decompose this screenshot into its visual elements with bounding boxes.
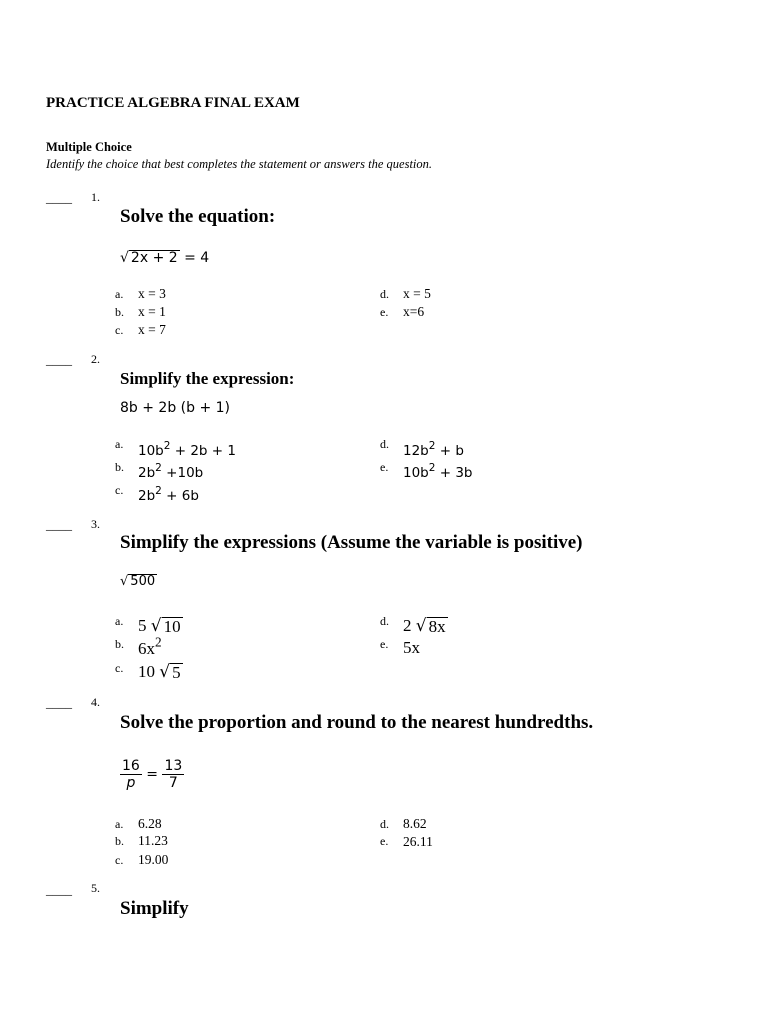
choice-text[interactable]: 8.62 — [403, 816, 427, 831]
choice-letter: c. — [115, 661, 124, 675]
choice-text[interactable]: $10b^2 + 2b + 1$ — [138, 440, 236, 459]
choice-letter: d. — [380, 437, 389, 451]
choice-letter: e. — [380, 637, 389, 651]
instructions: Identify the choice that best completes the statement or answers the question. — [46, 157, 433, 171]
choice-text[interactable]: $2b^2 + 6b$ — [138, 485, 199, 504]
question-expression: 8b + 2b (b + 1) — [120, 400, 231, 416]
choice-text[interactable]: x=6 — [403, 304, 425, 319]
choice-letter: b. — [115, 460, 124, 474]
answer-blank[interactable]: ____ — [46, 352, 72, 367]
answer-blank[interactable]: ____ — [46, 882, 72, 897]
choice-text[interactable]: $10b^2 + 3b$ — [403, 462, 473, 481]
question-number: 1. — [91, 190, 100, 204]
choice-text[interactable]: x = 7 — [138, 322, 166, 337]
choice-letter: e. — [380, 834, 389, 848]
choice-letter: b. — [115, 637, 124, 651]
question-number: 2. — [91, 352, 100, 366]
question-number: 5. — [91, 881, 100, 895]
choice-text[interactable]: x = 5 — [403, 286, 431, 301]
choice-letter: a. — [115, 437, 124, 451]
radical-expression — [120, 250, 180, 266]
choice-text[interactable]: 26.11 — [403, 834, 433, 849]
choice-text[interactable]: 5 √ 10 — [138, 616, 181, 637]
question-number: 3. — [91, 517, 100, 531]
choice-text[interactable]: 19.00 — [138, 852, 169, 867]
expression-rest: = 4 — [179, 250, 210, 266]
choice-text[interactable]: $2b^2 +10b$ — [138, 462, 204, 481]
fraction-right: $\frac{13}{7}$ — [164, 758, 183, 792]
radical-icon: √ — [159, 662, 171, 682]
choice-letter: c. — [115, 483, 124, 497]
radical-icon: √ — [415, 616, 427, 636]
choice-letter: a. — [115, 614, 124, 628]
question-expression — [120, 250, 209, 266]
question-prompt: Simplify — [120, 898, 189, 919]
question-prompt: Simplify the expressions (Assume the variable is positive) — [120, 532, 583, 553]
choice-letter: a. — [115, 817, 124, 831]
question-number: 4. — [91, 695, 100, 709]
fraction-left: $\frac{16}{p}$ — [122, 758, 140, 792]
answer-blank[interactable]: ____ — [46, 695, 72, 710]
choice-text[interactable]: 11.23 — [138, 833, 168, 848]
choice-text[interactable]: 10 √ 5 — [138, 662, 181, 683]
answer-blank[interactable]: ____ — [46, 517, 72, 532]
choice-text[interactable]: $12b^2 + b$ — [403, 440, 464, 459]
equals-sign: = — [146, 766, 159, 783]
radicand: 2x + 2 — [130, 250, 178, 267]
choice-text[interactable]: 2 √ 8x — [403, 616, 446, 637]
choice-text[interactable]: 6.28 — [138, 816, 162, 831]
question-expression — [120, 574, 157, 589]
section-heading: Multiple Choice — [46, 140, 132, 154]
choice-letter: b. — [115, 305, 124, 319]
choice-letter: b. — [115, 834, 124, 848]
choice-letter: d. — [380, 287, 389, 301]
question-prompt: Solve the proportion and round to the nearest hundredths. — [120, 712, 594, 733]
radical-icon: √ — [150, 616, 162, 636]
question-prompt: Simplify the expression: — [120, 369, 295, 388]
choice-text[interactable]: 5x — [403, 638, 420, 657]
choice-letter: e. — [380, 305, 389, 319]
choice-letter: c. — [115, 853, 124, 867]
radicand: 500 — [130, 574, 156, 590]
choice-letter: c. — [115, 323, 124, 337]
question-prompt: Solve the equation: — [120, 206, 276, 227]
choice-letter: e. — [380, 460, 389, 474]
radical-expression — [120, 574, 157, 589]
choice-text[interactable]: x = 1 — [138, 304, 166, 319]
choice-text[interactable]: x = 3 — [138, 286, 166, 301]
choice-text[interactable]: $6x^2$ — [138, 634, 162, 658]
answer-blank[interactable]: ____ — [46, 190, 72, 205]
radical-icon: √ — [120, 574, 129, 589]
choice-letter: d. — [380, 817, 389, 831]
choice-letter: d. — [380, 614, 389, 628]
choice-letter: a. — [115, 287, 124, 301]
radical-icon: √ — [120, 250, 129, 266]
question-expression — [120, 758, 184, 791]
exam-title: PRACTICE ALGEBRA FINAL EXAM — [46, 95, 300, 111]
